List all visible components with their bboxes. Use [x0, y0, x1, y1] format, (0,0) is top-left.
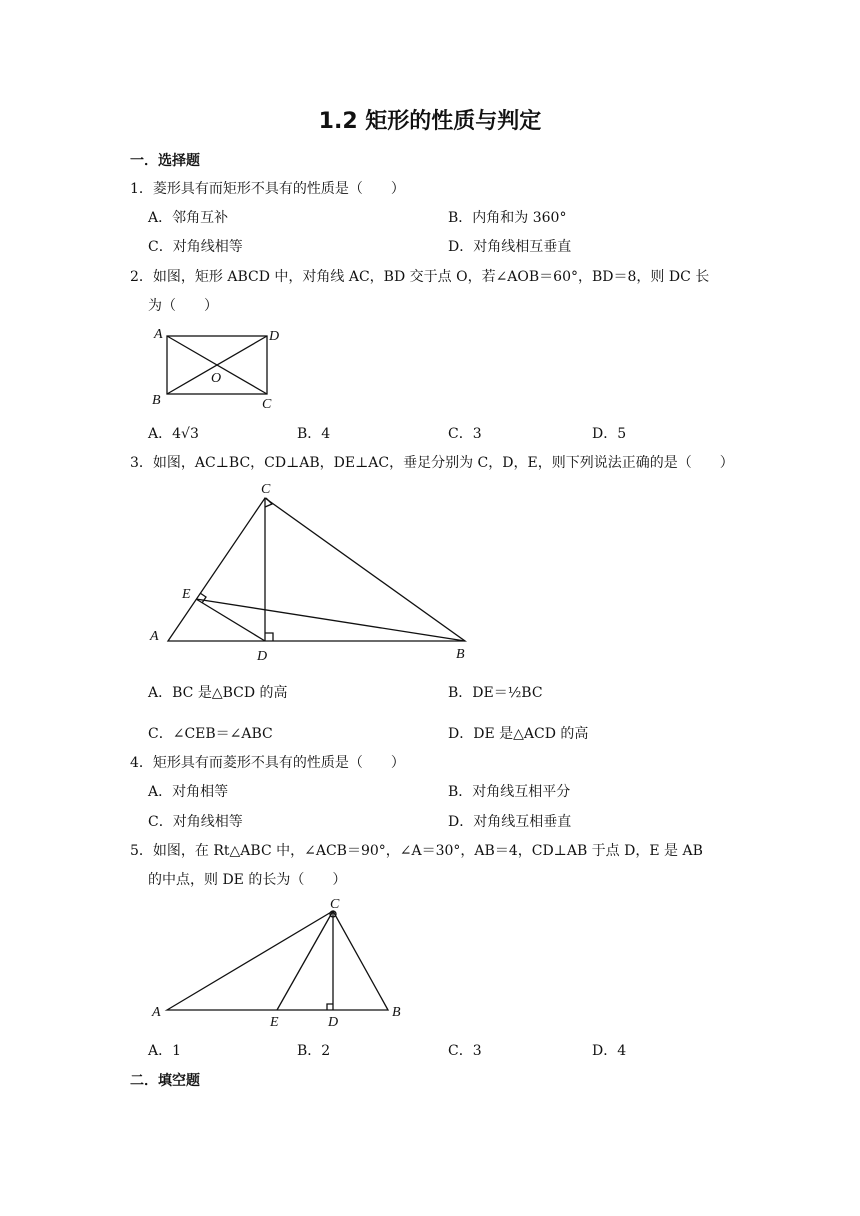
section-heading-fill: 二．填空题	[130, 1073, 200, 1089]
question-3-stem: 3．如图，AC⊥BC，CD⊥AB，DE⊥AC，垂足分别为 C，D，E，则下列说法正确的是（ ）	[130, 455, 734, 471]
q1-option-a[interactable]: A．邻角互补	[148, 210, 229, 226]
right-angle-d	[327, 1004, 333, 1010]
right-angle-d	[265, 633, 273, 641]
label-c: C	[330, 897, 340, 912]
q1-option-c[interactable]: C．对角线相等	[148, 239, 243, 255]
label-e: E	[182, 587, 191, 602]
label-b: B	[456, 647, 465, 662]
label-b: B	[152, 393, 161, 408]
q4-option-b[interactable]: B．对角线互相平分	[448, 784, 571, 800]
label-d: D	[269, 329, 280, 344]
q2-rectangle-figure	[145, 322, 285, 412]
q3-option-b[interactable]: B．DE＝½BC	[448, 685, 543, 701]
q3-option-d[interactable]: D．DE 是△ACD 的高	[448, 726, 589, 742]
question-1-stem: 1．菱形具有而矩形不具有的性质是（ ）	[130, 181, 405, 197]
q5-triangle-figure	[145, 894, 415, 1034]
label-a: A	[154, 327, 163, 342]
q1-option-d[interactable]: D．对角线相互垂直	[448, 239, 572, 255]
label-d: D	[257, 649, 268, 664]
label-a: A	[150, 629, 159, 644]
q1-option-b[interactable]: B．内角和为 360°	[448, 210, 567, 226]
label-a: A	[152, 1005, 161, 1020]
segment-de	[196, 599, 265, 641]
segment-ce	[277, 911, 333, 1010]
segment-eb	[196, 599, 465, 641]
label-b: B	[392, 1005, 401, 1020]
q4-option-a[interactable]: A．对角相等	[148, 784, 229, 800]
q2-option-d[interactable]: D．5	[592, 426, 627, 442]
q3-option-c[interactable]: C．∠CEB＝∠ABC	[148, 726, 273, 742]
q2-option-a-text: A．4√3	[148, 426, 199, 442]
q5-option-c[interactable]: C．3	[448, 1043, 482, 1059]
question-2-stem-line2: 为（ ）	[148, 298, 218, 314]
question-5-stem-line2: 的中点，则 DE 的长为（ ）	[148, 872, 347, 888]
label-o: O	[211, 371, 222, 386]
triangle-abc	[167, 911, 388, 1010]
question-5-stem-line1: 5．如图，在 Rt△ABC 中，∠ACB＝90°，∠A＝30°，AB＝4，CD⊥AB 于点 D，E 是 AB	[130, 843, 703, 859]
q4-option-d[interactable]: D．对角线互相垂直	[448, 814, 572, 830]
label-c: C	[261, 482, 271, 497]
q5-option-a[interactable]: A．1	[148, 1043, 182, 1059]
label-c: C	[262, 397, 272, 412]
q4-option-c[interactable]: C．对角线相等	[148, 814, 243, 830]
section-heading-choice: 一．选择题	[130, 153, 200, 169]
q5-option-d[interactable]: D．4	[592, 1043, 627, 1059]
q2-option-b[interactable]: B．4	[297, 426, 331, 442]
q3-triangle-figure	[145, 476, 485, 666]
q5-option-b[interactable]: B．2	[297, 1043, 331, 1059]
triangle-abc	[168, 498, 465, 641]
page-title: 1.2 矩形的性质与判定	[318, 109, 542, 134]
q2-option-a[interactable]	[148, 423, 199, 443]
label-e: E	[270, 1015, 279, 1030]
q3-option-a[interactable]: A．BC 是△BCD 的高	[148, 685, 288, 701]
question-2-stem-line1: 2．如图，矩形 ABCD 中，对角线 AC，BD 交于点 O，若∠AOB＝60°，BD＝8，则 DC 长	[130, 269, 710, 285]
question-4-stem: 4．矩形具有而菱形不具有的性质是（ ）	[130, 755, 405, 771]
q2-option-c[interactable]: C．3	[448, 426, 482, 442]
label-d: D	[328, 1015, 339, 1030]
